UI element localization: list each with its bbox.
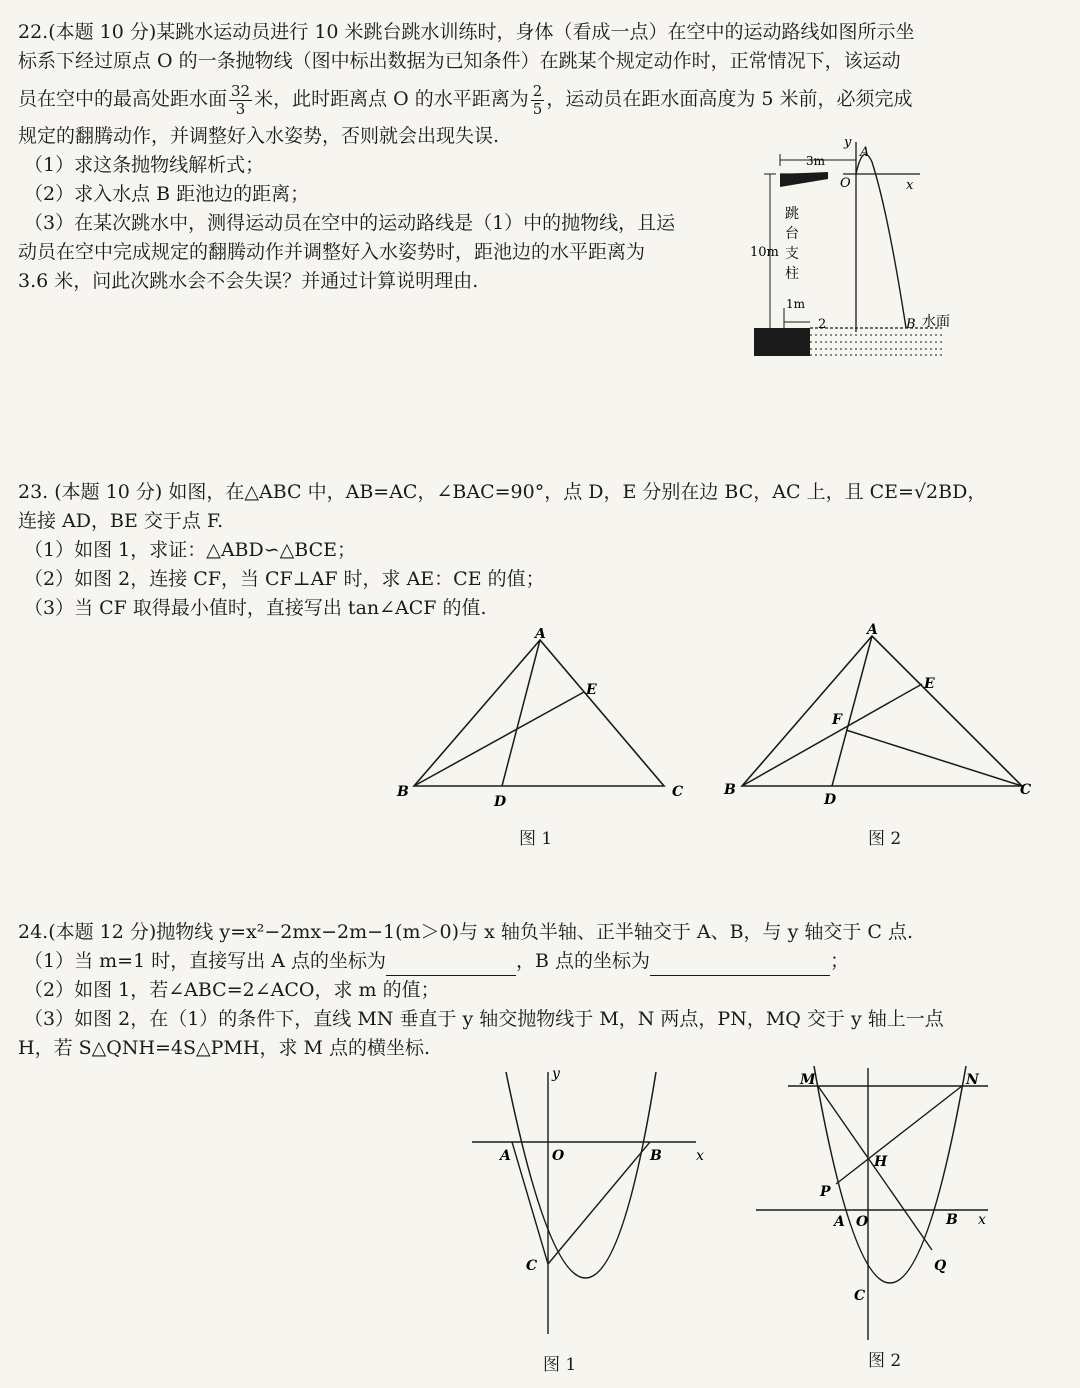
p24-question-2: （2）如图 1，若∠ABC=2∠ACO，求 m 的值；	[24, 979, 440, 1001]
p22-question-1: （1）求这条抛物线解析式；	[24, 154, 265, 176]
svg-text:B: B	[650, 1148, 662, 1164]
svg-text:H: H	[874, 1154, 888, 1170]
segment-BE	[742, 684, 922, 786]
p23-line-1: 23. (本题 10 分) 如图，在△ABC 中，AB=AC，∠BAC=90°，点 D，E 分别在边 BC，AC 上，且 CE=√2BD，	[18, 481, 987, 503]
caption-p24-figure-2: 图 2	[868, 1351, 902, 1371]
svg-text:x: x	[696, 1148, 704, 1164]
svg-text:支: 支	[785, 246, 799, 262]
svg-text:A: A	[500, 1148, 511, 1164]
p23-question-2: （2）如图 2，连接 CF，当 CF⊥AF 时，求 AE：CE 的值；	[24, 568, 545, 590]
p24-question-3a: （3）如图 2，在（1）的条件下，直线 MN 垂直于 y 轴交抛物线于 M，N 两点，PN，MQ 交于 y 轴上一点	[24, 1008, 944, 1030]
svg-text:D: D	[824, 792, 837, 808]
parabola-curve	[814, 1066, 966, 1283]
svg-text:O: O	[856, 1214, 869, 1230]
svg-text:x: x	[906, 178, 914, 193]
triangle-figure-2	[720, 620, 1040, 810]
p22-question-3b: 动员在空中完成规定的翻腾动作并调整好入水姿势时，距池边的水平距离为	[18, 241, 646, 263]
answer-blank-A[interactable]	[386, 957, 516, 976]
svg-text:C: C	[1020, 782, 1032, 798]
svg-text:M: M	[800, 1072, 816, 1088]
svg-text:B: B	[946, 1212, 958, 1228]
caption-figure-1: 图 1	[519, 829, 553, 849]
svg-text:D: D	[494, 794, 507, 810]
segment-BE	[414, 692, 584, 786]
svg-text:O: O	[840, 176, 851, 191]
water-label: 水面	[922, 314, 950, 330]
diving-diagram	[748, 132, 968, 364]
parabola-curve	[506, 1072, 656, 1278]
caption-figure-2: 图 2	[868, 829, 902, 849]
p24-question-3b: H，若 S△QNH=4S△PMH，求 M 点的横坐标.	[18, 1037, 431, 1059]
label-10m: 10m	[750, 245, 779, 260]
p22-line-4: 规定的翻腾动作，并调整好入水姿势，否则就会出现失误.	[18, 125, 500, 147]
svg-text:A: A	[535, 628, 546, 642]
svg-text:柱: 柱	[785, 266, 799, 282]
svg-text:E: E	[924, 676, 935, 692]
p22-line-3: 员在空中的最高处距水面 $\frac{32}{3}$ 米，此时距离点 O 的水平距离为 $\frac{2}{5}$ ，运动员在距水面高度为 5 米前，必须完成	[18, 81, 913, 118]
problem-23	[18, 478, 1068, 623]
parabola-path	[856, 154, 906, 328]
parabola-figure-1	[464, 1064, 724, 1344]
svg-text:B: B	[906, 317, 916, 332]
segment-PN	[836, 1086, 962, 1184]
svg-text:Q: Q	[934, 1258, 947, 1274]
p23-line-2: 连接 AD，BE 交于点 F.	[18, 510, 224, 532]
label-1m: 1m	[786, 297, 806, 311]
svg-text:B: B	[724, 782, 736, 798]
svg-text:C: C	[854, 1288, 866, 1304]
p22-question-3a: （3）在某次跳水中，测得运动员在空中的运动路线是（1）中的抛物线，且运	[24, 212, 676, 234]
svg-text:跳: 跳	[785, 206, 799, 222]
horizontal-distance-fraction: $\frac{2}{5}$	[532, 81, 543, 118]
svg-text:C: C	[526, 1258, 538, 1274]
answer-blank-B[interactable]	[650, 957, 830, 976]
p23-question-3: （3）当 CF 取得最小值时，直接写出 tan∠ACF 的值.	[24, 597, 487, 619]
p22-line-2: 标系下经过原点 O 的一条抛物线（图中标出数据为已知条件）在跳某个规定动作时，正常情况下，该运动	[18, 50, 901, 72]
svg-text:y: y	[552, 1066, 560, 1082]
svg-text:A: A	[860, 145, 870, 160]
problem-24	[18, 918, 1068, 1063]
max-height-fraction: $\frac{32}{3}$	[231, 81, 251, 118]
svg-text:A: A	[834, 1214, 845, 1230]
svg-text:E: E	[586, 682, 597, 698]
segment-AC	[512, 1142, 548, 1264]
caption-p24-figure-1: 图 1	[543, 1355, 577, 1375]
p24-question-1: （1）当 m=1 时，直接写出 A 点的坐标为 ，B 点的坐标为 ；	[18, 947, 1068, 976]
svg-text:2: 2	[818, 317, 827, 332]
p22-question-2: （2）求入水点 B 距池边的距离；	[24, 183, 310, 205]
p23-question-1: （1）如图 1，求证：△ABD∽△BCE；	[24, 539, 356, 561]
svg-text:台: 台	[785, 226, 799, 242]
svg-text:x: x	[978, 1212, 986, 1228]
p22-line-1: 22.(本题 10 分)某跳水运动员进行 10 米跳台跳水训练时，身体（看成一点）在空中的运动路线如图所示坐	[18, 21, 915, 43]
svg-text:N: N	[966, 1072, 979, 1088]
svg-text:P: P	[820, 1184, 831, 1200]
pool-edge	[754, 328, 810, 356]
svg-text:y: y	[844, 135, 852, 150]
p24-line-1: 24.(本题 12 分)抛物线 y=x²−2mx−2m−1(m＞0)与 x 轴负半轴、正半轴交于 A、B，与 y 轴交于 C 点.	[18, 921, 914, 943]
svg-text:C: C	[672, 784, 684, 800]
svg-text:A: A	[867, 622, 878, 638]
svg-text:F: F	[832, 712, 842, 728]
triangle-figure-1	[392, 628, 692, 813]
p22-question-3c: 3.6 米，问此次跳水会不会失误？并通过计算说明理由.	[18, 270, 479, 292]
segment-FC	[846, 730, 1022, 786]
label-3m: 3m	[806, 154, 826, 168]
parabola-figure-2	[752, 1060, 1002, 1350]
svg-text:O: O	[552, 1148, 565, 1164]
svg-text:B: B	[397, 784, 409, 800]
